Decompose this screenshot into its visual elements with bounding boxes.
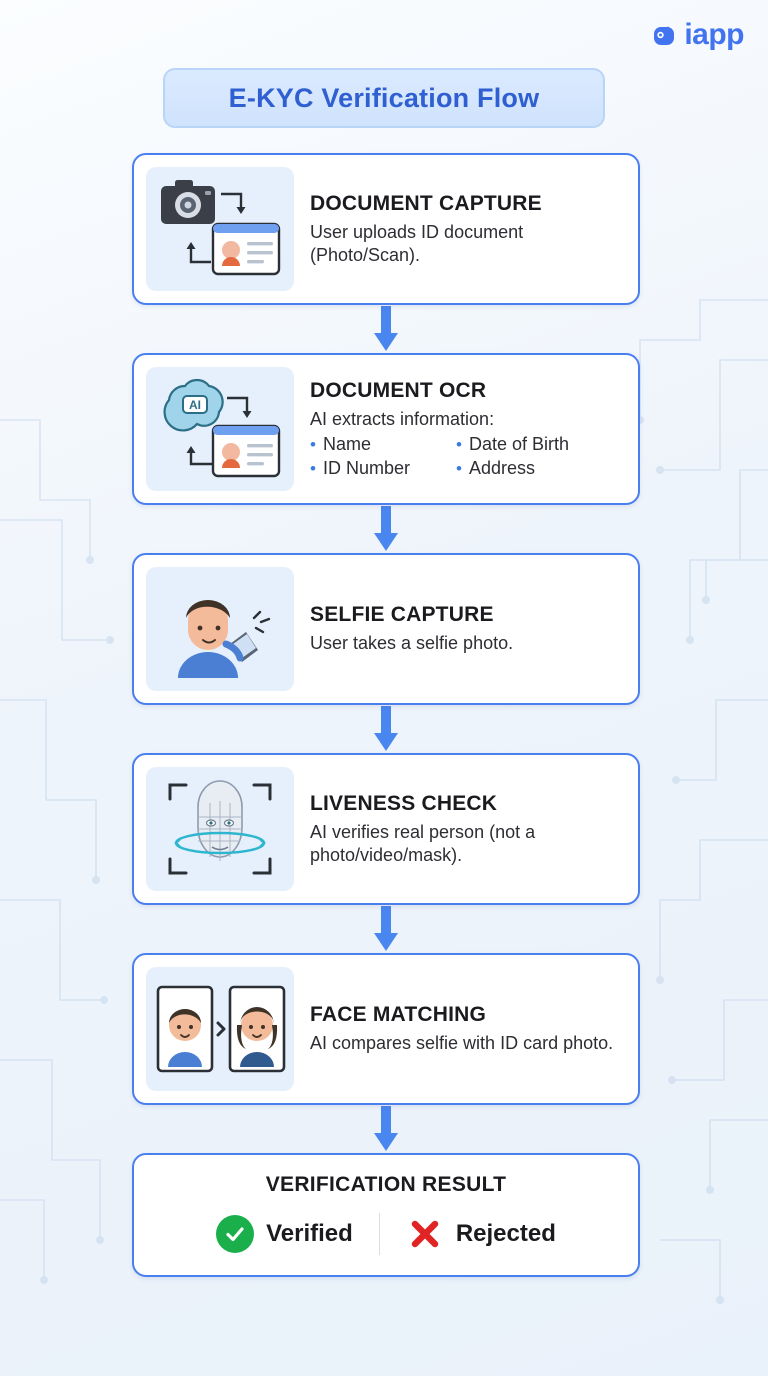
result-rejected bbox=[380, 1215, 582, 1253]
down-arrow-icon bbox=[373, 306, 399, 352]
step-card-face-matching bbox=[132, 953, 640, 1105]
bullet-dot-icon: • bbox=[456, 459, 462, 479]
step-card-liveness-check bbox=[132, 753, 640, 905]
step-description: User takes a selfie photo. bbox=[310, 633, 514, 654]
list-item-label: Address bbox=[468, 458, 535, 479]
list-item bbox=[456, 458, 622, 479]
step-title: FACE MATCHING bbox=[310, 1003, 487, 1027]
result-verified-label: Verified bbox=[266, 1220, 353, 1247]
list-item-label: Name bbox=[322, 434, 371, 455]
two-portraits-compare-icon bbox=[146, 967, 294, 1091]
flow-arrow-2 bbox=[132, 505, 640, 553]
step-title: DOCUMENT CAPTURE bbox=[310, 192, 542, 215]
brand-logo bbox=[651, 20, 744, 50]
step-card-selfie-capture bbox=[132, 553, 640, 705]
bullet-dot-icon: • bbox=[456, 435, 462, 455]
step-body bbox=[310, 1003, 626, 1055]
step-body bbox=[310, 603, 626, 655]
list-item-label: ID Number bbox=[322, 458, 410, 479]
step-description: User uploads ID document (Photo/Scan). bbox=[310, 222, 524, 265]
step-description: AI compares selfie with ID card photo. bbox=[310, 1033, 614, 1054]
step-description: AI extracts information: bbox=[310, 408, 495, 429]
red-cross-icon bbox=[406, 1215, 444, 1253]
page-title: E-KYC Verification Flow bbox=[228, 82, 540, 113]
camera-id-document-icon bbox=[146, 167, 294, 291]
down-arrow-icon bbox=[373, 1106, 399, 1152]
bullet-dot-icon: • bbox=[310, 435, 316, 455]
svg-text:AI: AI bbox=[189, 398, 201, 412]
ocr-field-list bbox=[310, 434, 622, 479]
flow-container bbox=[132, 153, 640, 1277]
flow-arrow-1 bbox=[132, 305, 640, 353]
step-body bbox=[310, 192, 626, 266]
result-title: VERIFICATION RESULT bbox=[265, 1173, 507, 1196]
iapp-robot-logo-icon bbox=[651, 22, 677, 48]
step-body bbox=[310, 792, 626, 866]
page-title-banner bbox=[163, 68, 605, 128]
step-body bbox=[310, 379, 626, 480]
step-card-document-ocr bbox=[132, 353, 640, 505]
ai-brain-ocr-icon bbox=[146, 367, 294, 491]
step-description: AI verifies real person (not a photo/video/mask). bbox=[310, 822, 536, 865]
down-arrow-icon bbox=[373, 506, 399, 552]
bullet-dot-icon: • bbox=[310, 459, 316, 479]
selfie-person-phone-icon bbox=[146, 567, 294, 691]
step-title: DOCUMENT OCR bbox=[310, 378, 487, 402]
result-verified bbox=[190, 1215, 379, 1253]
green-check-circle-icon bbox=[216, 1215, 254, 1253]
list-item-label: Date of Birth bbox=[468, 434, 569, 455]
down-arrow-icon bbox=[373, 906, 399, 952]
verification-result-card bbox=[132, 1153, 640, 1277]
step-title: LIVENESS CHECK bbox=[310, 792, 498, 815]
list-item bbox=[310, 458, 452, 479]
face-mesh-liveness-icon bbox=[146, 767, 294, 891]
step-card-document-capture bbox=[132, 153, 640, 305]
flow-arrow-4 bbox=[132, 905, 640, 953]
result-rejected-label: Rejected bbox=[455, 1220, 556, 1247]
flow-arrow-5 bbox=[132, 1105, 640, 1153]
list-item bbox=[310, 434, 452, 455]
brand-name: iapp bbox=[684, 18, 744, 51]
step-title: SELFIE CAPTURE bbox=[310, 603, 494, 627]
flow-arrow-3 bbox=[132, 705, 640, 753]
down-arrow-icon bbox=[373, 706, 399, 752]
list-item bbox=[456, 434, 622, 455]
result-options bbox=[144, 1213, 628, 1255]
